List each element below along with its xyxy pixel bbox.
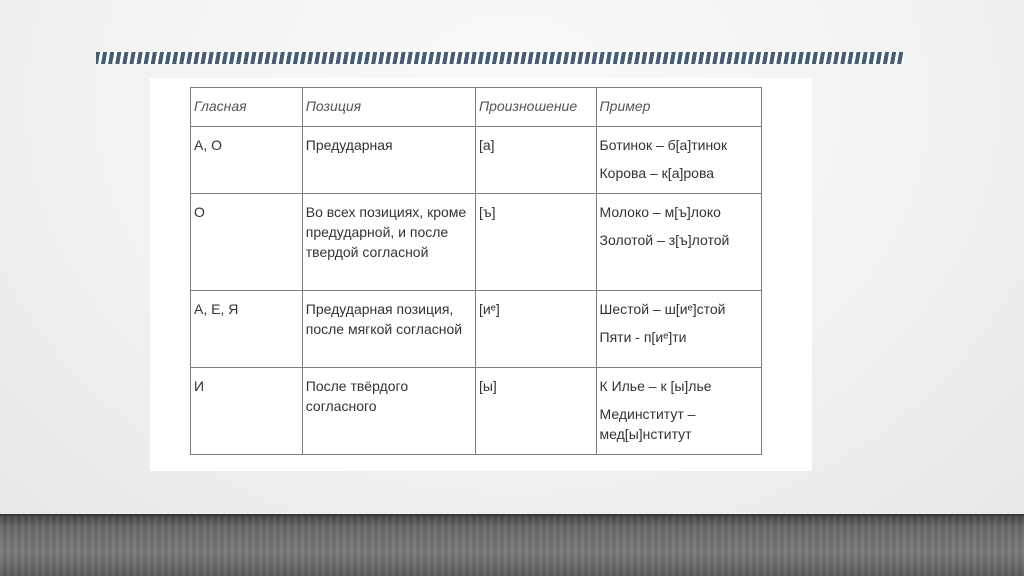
cell-example [596, 368, 761, 455]
table-row [191, 127, 762, 194]
table-image [150, 78, 812, 471]
table-row [191, 368, 762, 455]
cell-pronunciation: [а] [475, 127, 596, 194]
cell-position: После твёрдого согласного [302, 368, 475, 455]
example-line: Ботинок – б[а]тинок [599, 137, 728, 153]
cell-example [596, 127, 761, 194]
table-row [191, 194, 762, 291]
header-example: Пример [596, 88, 761, 127]
cell-vowel: А, Е, Я [191, 291, 303, 368]
example-line: К Илье – к [ы]лье [599, 378, 712, 394]
cell-vowel: И [191, 368, 303, 455]
example-line: Корова – к[а]рова [599, 165, 715, 181]
cell-position: Предударная позиция, после мягкой согласной [302, 291, 475, 368]
floor-background [0, 514, 1024, 576]
header-position: Позиция [302, 88, 475, 127]
table-row [191, 291, 762, 368]
cell-position: Предударная [302, 127, 475, 194]
header-pronunciation: Произношение [475, 88, 596, 127]
cell-vowel: А, О [191, 127, 303, 194]
cell-position: Во всех позициях, кроме предударной, и после твердой согласной [302, 194, 475, 291]
cell-pronunciation: [иᵉ] [475, 291, 596, 368]
cell-example [596, 194, 761, 291]
cell-pronunciation: [ы] [475, 368, 596, 455]
cell-vowel: О [191, 194, 303, 291]
example-line: Пяти - п[иᵉ]ти [599, 329, 687, 345]
example-line: Молоко – м[ъ]локо [599, 204, 721, 220]
example-line: Шестой – ш[иᵉ]стой [599, 301, 726, 317]
example-line: Золотой – з[ъ]лотой [599, 232, 730, 248]
cell-pronunciation: [ъ] [475, 194, 596, 291]
phonetics-table [190, 87, 762, 455]
decorative-stripe-bar [96, 52, 904, 64]
cell-example [596, 291, 761, 368]
example-line: Мединститут – мед[ы]нститут [599, 406, 696, 442]
header-vowel: Гласная [191, 88, 303, 127]
table-header-row [191, 88, 762, 127]
